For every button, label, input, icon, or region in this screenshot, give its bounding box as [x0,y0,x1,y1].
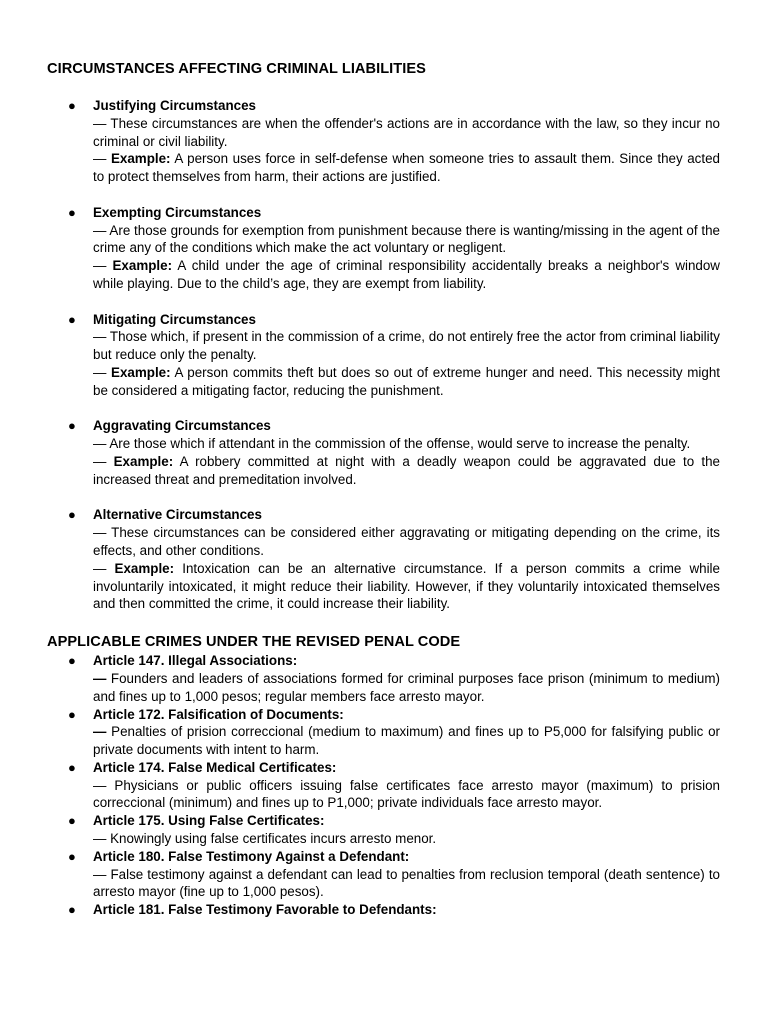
list-item-article-172 [47,706,720,759]
example-text: A person commits theft but does so out of extreme hunger and need. This necessity might be considered a mitigating factor, reducing the punishment. [93,364,720,398]
item-example: — Example: Intoxication can be an alternative circumstance. If a person commits a crime while involuntarily intoxicated, it might reduce their liability. However, if they voluntarily intoxicated themselves and then committed the crime, it could increase their liability. [93,560,720,612]
list-item-aggravating [47,417,720,488]
list-item-mitigating [47,311,720,400]
bullet-icon: ● [68,848,76,864]
item-description: — These circumstances are when the offender's actions are in accordance with the law, so they incur no criminal or civil liability. [93,115,720,149]
item-description: — Knowingly using false certificates incurs arresto menor. [93,831,437,847]
list-item-article-180 [47,848,720,901]
item-title: Article 147. Illegal Associations: [93,653,298,669]
bullet-icon: ● [68,902,76,918]
item-description: — Physicians or public officers issuing false certificates face arresto mayor (maximum) to prision correccional (minimum) and fines up to P1,000; private individuals face arresto mayor. [93,777,720,811]
section-heading-applicable-crimes: APPLICABLE CRIMES UNDER THE REVISED PENAL CODE [47,634,461,651]
item-title: Aggravating Circumstances [93,418,271,434]
list-item-article-181 [47,901,720,919]
example-text: A robbery committed at night with a deadly weapon could be aggravated due to the increased threat and premeditation involved. [93,453,720,487]
example-label: Example: [112,258,173,274]
bullet-icon: ● [68,311,76,327]
example-label: Example: [113,453,174,469]
list-item-justifying [47,97,720,186]
item-example: — Example: A person commits theft but does so out of extreme hunger and need. This necessity might be considered a mitigating factor, reducing the punishment. [93,364,720,398]
bullet-icon: ● [68,706,76,722]
item-title: Article 175. Using False Certificates: [93,813,325,829]
example-label: Example: [110,151,171,167]
item-description: — Penalties of prision correccional (medium to maximum) and fines up to P5,000 for falsifying public or private documents with intent to harm. [93,724,720,758]
list-item-alternative [47,506,720,613]
item-example: — Example: A child under the age of criminal responsibility accidentally breaks a neighbor's window while playing. Due to the child’s age, they are exempt from liability. [93,258,720,291]
example-text: A child under the age of criminal responsibility accidentally breaks a neighbor's window while playing. Due to the child’s age, they are exempt from liability. [93,258,720,291]
item-title: Mitigating Circumstances [93,311,256,327]
item-description: — Are those which if attendant in the commission of the offense, would serve to increase the penalty. [93,436,691,452]
bullet-icon: ● [68,759,76,775]
item-example: — Example: A robbery committed at night with a deadly weapon could be aggravated due to the increased threat and premeditation involved. [93,453,720,487]
list-item-article-174 [47,759,720,812]
item-title: Exempting Circumstances [93,204,262,220]
item-description: — Founders and leaders of associations formed for criminal purposes face prison (minimum to medium) and fines up to 1,000 pesos; regular members face arresto mayor. [93,670,720,704]
item-example: — Example: A person uses force in self-defense when someone tries to assault them. Since they acted to protect themselves from harm, their actions are justified. [93,151,720,185]
example-label: Example: [114,560,175,576]
bullet-icon: ● [68,507,76,523]
bullet-icon: ● [68,204,76,220]
example-text: Intoxication can be an alternative circumstance. If a person commits a crime while involuntarily intoxicated, it might reduce their liability. However, if they voluntarily intoxicated themselves and then committed the crime, it could increase their liability. [93,560,720,612]
item-title: Article 181. False Testimony Favorable to Defendants: [93,902,437,918]
circumstances-list [47,97,720,613]
item-description: — Those which, if present in the commission of a crime, do not entirely free the actor from criminal liability but reduce only the penalty. [93,329,720,363]
item-title: Article 180. False Testimony Against a Defendant: [93,848,410,864]
item-title: Justifying Circumstances [93,98,256,113]
item-title: Article 174. False Medical Certificates: [93,759,337,775]
list-item-exempting [47,204,720,293]
bullet-icon: ● [68,418,76,434]
list-item-article-175 [47,812,720,848]
applicable-crimes-list [47,652,720,919]
item-description: — False testimony against a defendant can lead to penalties from reclusion temporal (death sentence) to arresto mayor (fine up to 1,000 pesos). [93,866,720,900]
section-heading-circumstances: CIRCUMSTANCES AFFECTING CRIMINAL LIABILITIES [47,61,426,77]
bullet-icon: ● [68,813,76,829]
list-item-article-147 [47,652,720,705]
example-label: Example: [111,364,171,380]
item-description: — These circumstances can be considered either aggravating or mitigating depending on the crime, its effects, and other conditions. [93,525,720,558]
bullet-icon: ● [68,98,76,113]
item-title: Alternative Circumstances [93,507,262,523]
example-text: A person uses force in self-defense when someone tries to assault them. Since they acted to protect themselves from harm, their actions are justified. [93,151,720,185]
item-title: Article 172. Falsification of Documents: [93,706,344,722]
bullet-icon: ● [68,653,76,669]
item-description: — Are those grounds for exemption from punishment because there is wanting/missing in the agent of the crime any of the conditions which make the act voluntary or negligent. [93,222,720,256]
document-page [47,59,720,919]
